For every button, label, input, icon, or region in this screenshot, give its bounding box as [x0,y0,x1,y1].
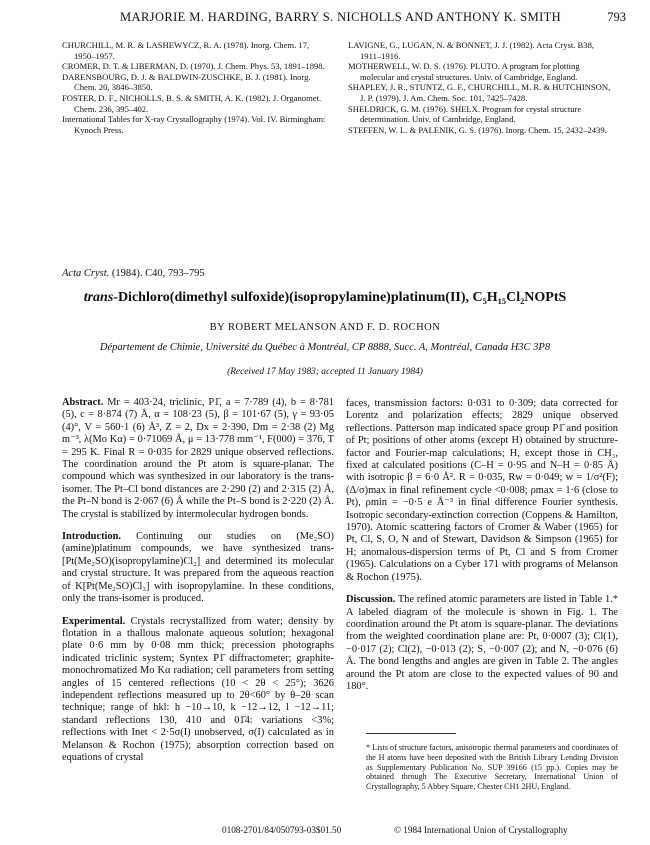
introduction-heading: Introduction. [62,531,121,543]
experimental-text: Crystals recrystallized from water; density by flotation in a thallous malonate aqueous solution; hexagonal plate 0·6 mm by 0·08 mm thick; precession photographs indicated triclinic system; Syntex P1̄ diffractometer; graphite-monochromatized Mo Kα radiation; cell parameters from setting angles of 15 centered reflections (10 < 2θ < 25°); 3626 independent reflections measured up to 2θ<60° by θ–2θ scan technique; range of hkl: h −10→10, k −12→12, l −12→11; standard reflections 130, 410 and 01̄4: variations <3%; reflections with Inet < 2·5σ(I) unobserved, σ(I) calculated as in Melanson & Rochon (1975); absorption correction based on equations of crystal [62,615,334,763]
discussion-text: The refined atomic parameters are listed in Table 1.* A labeled diagram of the molecule is shown in Fig. 1. The coordination around the Pt atom is square-planar. The deviations from the weighted coordination plane are: Pt, 0·0007 (3); Cl(1), −0·017 (2); Cl(2), −0·013 (2); S, −0·007 (2); and N, −0·076 (6) Å. The bond lengths and angles are given in Table 2. The angles around the Pt atom are close to the expected values of 90 and 180°. [346,594,618,692]
introduction-text: Continuing our studies on (Me₂SO)(amine)platinum compounds, we have synthesized trans-[Pt(Me₂SO)(isopropylamine)Cl₂] and determined its molecular and crystal structure. It was prepared from the aqueous reaction of K[Pt(Me₂SO)Cl₃] with isopropylamine. In these conditions, only the trans-isomer is produced. [62,531,334,605]
experimental-paragraph [62,616,334,765]
references-right [348,40,616,135]
article-authors: BY ROBERT MELANSON AND F. D. ROCHON [209,322,441,333]
page-footer [0,825,650,841]
reference: SHELDRICK, G. M. (1976). SHELX. Program for crystal structure determination. Univ. of Cambridge, England. [348,103,582,125]
article-title [0,290,650,306]
reference: MOTHERWELL, W. D. S. (1976). PLUTO. A program for plotting molecular and crystal structures. Univ. of Cambridge, England. [348,61,580,82]
left-column [62,397,334,774]
reference: International Tables for X-ray Crystallography (1974). Vol. IV. Birmingham: Kynoch Press. [62,114,326,135]
received-dates: (Received 17 May 1983; accepted 11 January 1984) [227,367,423,377]
journal-citation [62,268,205,279]
affiliation: Département de Chimie, Université du Québec à Montréal, CP 8888, Succ. A, Montréal, Canada H3C 3P8 [99,342,551,353]
issn-code: 0108-2701/84/050793-03$01.50 [222,825,342,835]
title-italic: trans [83,290,114,305]
introduction-paragraph [62,531,334,605]
right-column [346,398,618,703]
experimental-continued: faces, transmission factors: 0·031 to 0·309; data corrected for Lorentz and polarization effects; 2829 unique observed reflections. Patterson map indicated space group P1̄ and position of Pt; positions of other atoms (except H) obtained by structure-factor and Fourier-map calculations; H, except those in CH₃, fixed at calculated positions (C–H = 0·95 and N–H = 0·85 Å) with isotropic β = 6·0 Å². R = 0·035, Rw = 0·049; w = 1/σ²(F); (Δ/σ)max in final refinement cycle <0·008; ρmax = 1·6 (close to Pt), ρmin = −0·5 e Å⁻³ in final difference Fourier synthesis. Isotropic secondary-extinction correction (Coppens & Hamilton, 1970). Atomic scattering factors of Cromer & Waber (1965) for Pt, Cl, S, O, N and of Stewart, Davidson & Simpson (1965) for H; anomalous-dispersion terms of Pt, Cl and S from Cromer (1965). Calculations on a Cyber 171 with programs of Melanson & Rochon (1975). [346,398,618,583]
references-left [62,40,332,135]
abstract-text: Mr = 403·24, triclinic, P1̄, a = 7·789 (4), b = 8·781 (5), c = 8·874 (7) Å, α = 108·23 (5), β = 101·67 (5), γ = 93·05 (4)°, V = 560·1 (6) Å³, Z = 2, Dx = 2·390, Dm = 2·38 (2) Mg m⁻³, λ(Mo Kα) = 0·71069 Å, μ = 13·778 mm⁻¹, F(000) = 376, T = 295 K. Final R = 0·035 for 2829 unique observed reflections. The coordination around the Pt atom is square-planar. The compound which was synthesized in our laboratory is the trans-isomer. The Pt–Cl bond distances are 2·290 (2) and 2·315 (2) Å, the Pt–N bond is 2·067 (6) Å while the Pt–S bond is 2·220 (2) Å. The crystal is stabilized by intermolecular hydrogen bonds. [62,397,334,520]
page-number: 793 [607,10,626,24]
discussion-heading: Discussion. [346,594,396,606]
abstract-heading: Abstract. [62,397,104,408]
footnote-rule [366,733,456,734]
reference: STEFFEN, W. L. & PALENIK, G. S. (1976). Inorg. Chem. 15, 2432–2439. [348,124,607,135]
discussion-paragraph [346,594,618,693]
reference: DARENSBOURG, D. J. & BALDWIN-ZUSCHKE, B. J. (1981). Inorg. Chem. 20, 3846–3850. [62,71,311,93]
running-header [0,10,650,30]
reference: SHAPLEY, J. R., STUNTZ, G. F., CHURCHILL, M. R. & HUTCHINSON, J. P. (1979). J. Am. Chem. Soc. 101, 7425–7428. [348,82,611,103]
header-authors: MARJORIE M. HARDING, BARRY S. NICHOLLS AND ANTHONY K. SMITH [120,10,562,24]
reference: LAVIGNE, G., LUGAN, N. & BONNET, J. J. (1982). Acta Cryst. B38, 1911–1916. [348,40,595,61]
reference: CROMER, D. T. & LIBERMAN, D. (1970). J. Chem. Phys. 53, 1891–1898. [62,61,325,72]
title-rest: -Dichloro(dimethyl sulfoxide)(isopropylamine)platinum(II), C₅H₁₅Cl₂NOPtS [113,290,567,305]
experimental-heading: Experimental. [62,615,126,627]
abstract-paragraph [62,397,334,521]
copyright: © 1984 International Union of Crystallography [394,825,568,835]
citation-details: (1984). C40, 793–795 [111,268,205,279]
citation-journal: Acta Cryst. [62,268,110,279]
footnote: * Lists of structure factors, anisotropic thermal parameters and coordinates of the H atoms have been deposited with the British Library Lending Division as Supplementary Publication No. SUP 39166 (15 pp.). Copies may be obtained through The Executive Secretary, International Union of Crystallography, 5 Abbey Square, Chester CH1 2HU, England. [366,743,618,792]
reference: CHURCHILL, M. R. & LASHEWYCZ, R. A. (1978). Inorg. Chem. 17, 1950–1957. [62,40,310,61]
reference: FOSTER, D. F., NICHOLLS, B. S. & SMITH, A. K. (1982). J. Organomet. Chem. 236, 395–402. [62,92,322,114]
